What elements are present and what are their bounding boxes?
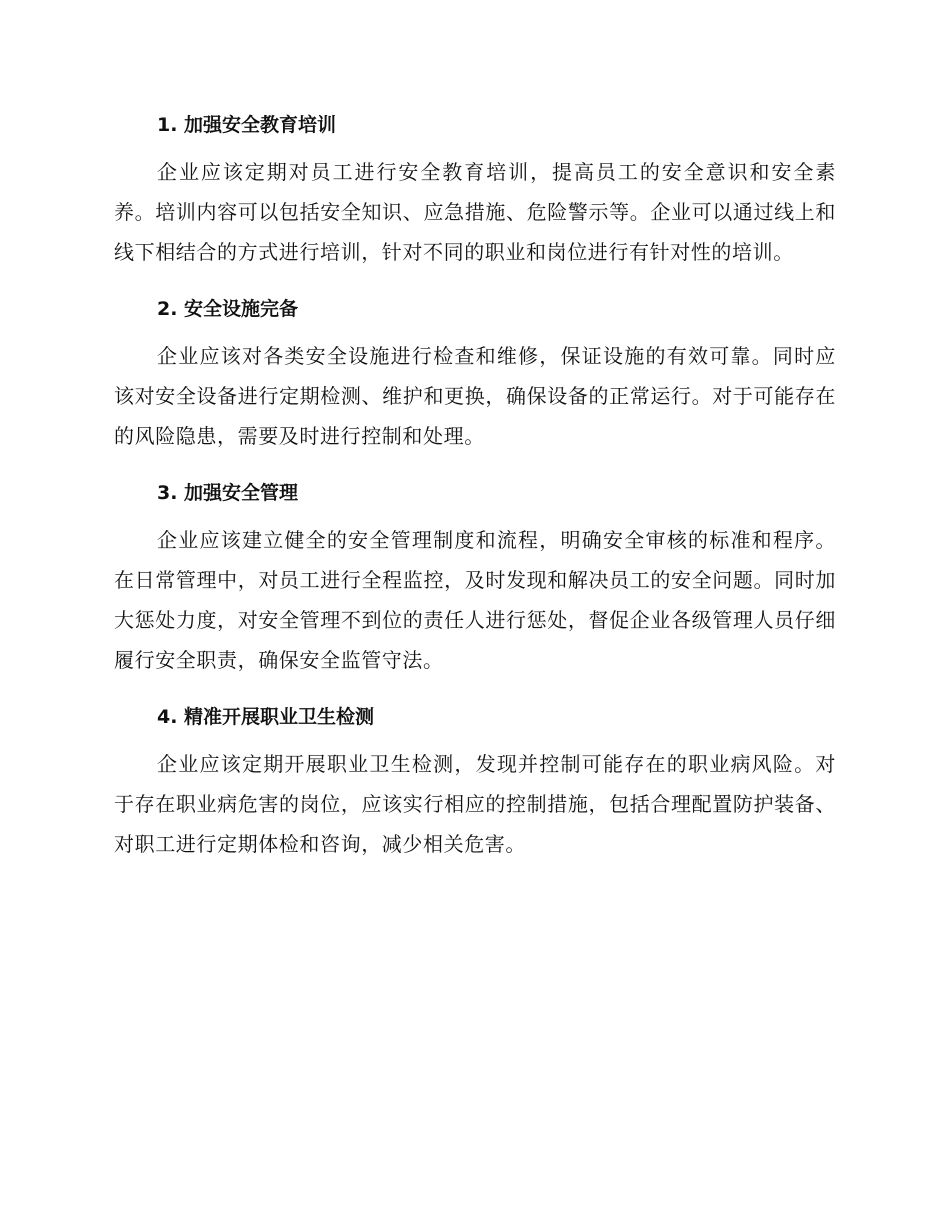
section-occupational-health <box>114 702 836 864</box>
section-heading: 1. 加强安全教育培训 <box>157 114 337 136</box>
document-page <box>114 110 836 886</box>
section-paragraph: 企业应该定期开展职业卫生检测，发现并控制可能存在的职业病风险。对于存在职业病危害的岗位，应该实行相应的控制措施，包括合理配置防护装备、对职工进行定期体检和咨询，减少相关危害。 <box>114 752 836 856</box>
section-paragraph: 企业应该定期对员工进行安全教育培训，提高员工的安全意识和安全素养。培训内容可以包括安全知识、应急措施、危险警示等。企业可以通过线上和线下相结合的方式进行培训，针对不同的职业和岗位进行有针对性的培训。 <box>114 160 836 264</box>
section-safety-management <box>114 478 836 680</box>
section-safety-training <box>114 110 836 272</box>
section-heading: 4. 精准开展职业卫生检测 <box>157 706 375 728</box>
section-heading: 2. 安全设施完备 <box>157 298 299 320</box>
section-heading: 3. 加强安全管理 <box>157 482 299 504</box>
section-safety-facilities <box>114 294 836 456</box>
section-paragraph: 企业应该建立健全的安全管理制度和流程，明确安全审核的标准和程序。在日常管理中，对员工进行全程监控，及时发现和解决员工的安全问题。同时加大惩处力度，对安全管理不到位的责任人进行惩处，督促企业各级管理人员仔细履行安全职责，确保安全监管守法。 <box>114 528 836 672</box>
section-paragraph: 企业应该对各类安全设施进行检查和维修，保证设施的有效可靠。同时应该对安全设备进行定期检测、维护和更换，确保设备的正常运行。对于可能存在的风险隐患，需要及时进行控制和处理。 <box>114 344 836 448</box>
